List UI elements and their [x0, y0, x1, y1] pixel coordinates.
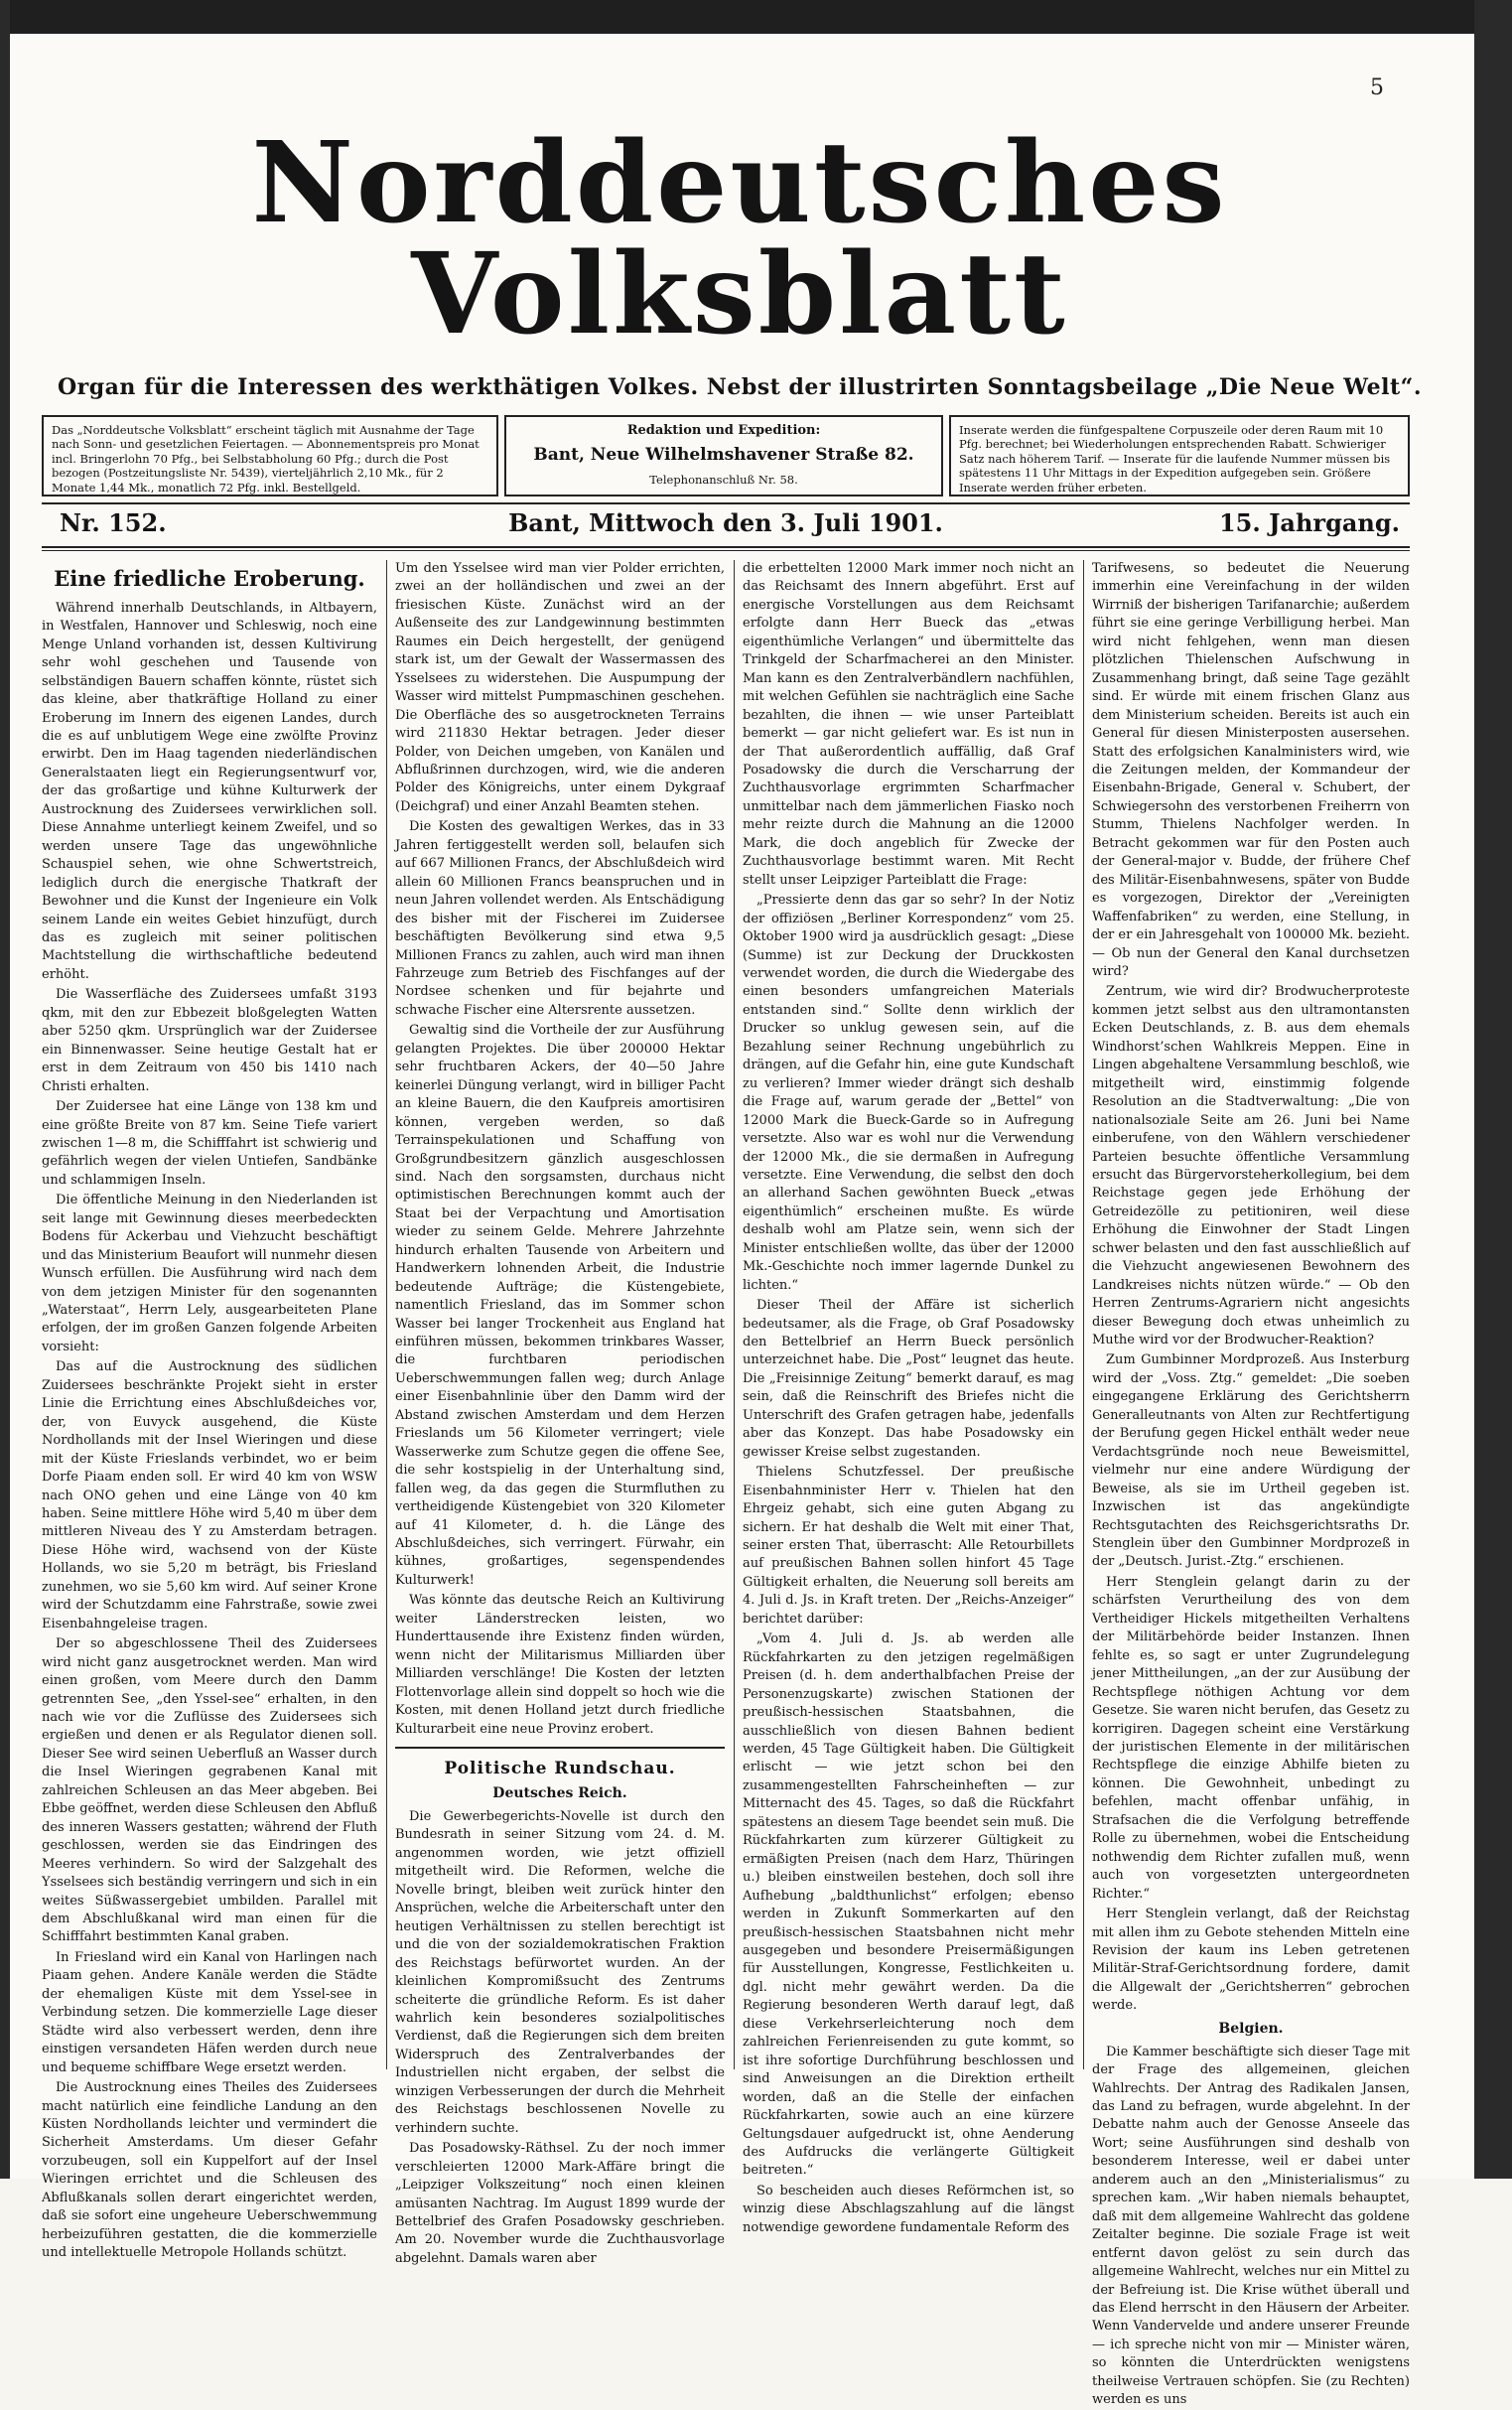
column-3 — [743, 560, 1074, 2235]
editorial-address: Bant, Neue Wilhelmshavener Straße 82. — [533, 445, 914, 466]
paragraph: Während innerhalb Deutschlands, in Altbayern, in Westfalen, Hannover und Schleswig, noch eine Menge Unland vorhanden ist, dessen Kultivirung sehr wohl geschehen und Tausende von selbständigen Bauern schaffen könnte, rüstet sich das kleine, aber thatkräftige Holland zu einer Eroberung im Innern des eigenen Landes, durch die es auf unblutigem Wege eine zwölfte Provinz erwirbt. Den im Haag tagenden niederländischen Generalstaaten liegt ein Regierungsentwurf vor, der das großartige und kühne Kulturwerk der Austrocknung des Zuidersees verwirklichen soll. Diese Annahme unterliegt keinem Zweifel, und so werden unsere Tage das ungewöhnliche Schauspiel sehen, wie ohne Schwertstreich, lediglich durch die energische Thatkraft der Bewohner und die Kunst der Ingenieure ein Volk seinem Lande ein weites Gebiet hinzufügt, durch das es zugleich mit seiner politischen Machtstellung die wirthschaftliche bedeutend erhöht. — [42, 600, 377, 982]
subtitle: Organ für die Interessen des werkthätigen Volkes. Nebst der illustrirten Sonntagsbeilage „Die Neue Welt“. — [58, 374, 1422, 400]
masthead: Norddeutsches Volksblatt — [251, 118, 1228, 359]
page-number: 5 — [1370, 75, 1384, 100]
paragraph: „Pressierte denn das gar so sehr? In der Notiz der offiziösen „Berliner Korrespondenz“ vom 25. Oktober 1900 wird ja ausdrücklich gesagt: „Diese (Summe) ist zur Deckung der Druckkosten verwendet worden, die durch die Wiedergabe des einen besonders umfangreichen Materials entstanden sind.“ Sollte denn wirklich der Drucker so unklug gewesen sein, auf die Bezahlung seiner Rechnung ungebührlich zu drängen, auf die Gefahr hin, eine gute Kundschaft zu verlieren? Immer wieder drängt sich deshalb die Frage auf, warum gerade der „Bettel“ von 12000 Mark die Bueck-Garde so in Aufregung versetzte. Also war es wohl nur die Verwendung der 12000 Mk., die sie dermaßen in Aufregung versetzte. Eine Verwendung, die selbst den doch an allerhand Sachen gewöhnten Bueck „etwas eigenthümlich“ erscheinen mußte. Es würde deshalb wohl am Platze sein, wenn sich der Minister entschließen wollte, das über der 12000 Mk.-Geschichte noch immer lagernde Dunkel zu lichten.“ — [743, 893, 1074, 1293]
rule-bottom — [42, 546, 1410, 548]
paragraph: Das auf die Austrocknung des südlichen Zuidersees beschränkte Projekt sieht in erster Linie die Errichtung eines Abschlußdeiches vor, der, von Euvyck ausgehend, die Küste Nordhollands mit der Insel Wieringen und diese mit der Küste Frieslands verbindet, wo er beim Dorfe Piaam enden soll. Er wird 40 km von WSW nach ONO gehen und eine Länge von 40 km haben. Seine mittlere Höhe wird 5,40 m über dem mittleren Niveau des Y zu Amsterdam betragen. Diese Höhe wird, wachsend von der Küste Hollands, wo sie 5,20 m beträgt, bis Friesland zunehmen, wo sie 5,60 km wird. Auf seiner Krone wird der Schutzdamm eine Fahrstraße, sowie zwei Eisenbahngeleise tragen. — [42, 1359, 377, 1631]
subsection-title: Belgien. — [1218, 2020, 1284, 2037]
issue-volume: 15. Jahrgang. — [1218, 508, 1400, 537]
column-4 — [1092, 560, 1410, 2408]
editorial-telephone: Telephonanschluß Nr. 58. — [649, 472, 798, 487]
scan-edge-top — [0, 0, 1512, 34]
paragraph: „Vom 4. Juli d. Js. ab werden alle Rückfahrkarten zu den jetzigen regelmäßigen Preisen (d. h. dem anderthalbfachen Preise der Personenzugskarte) zwischen Stationen der preußisch-hessischen Staatsbahnen, die ausschließlich von diesen Bahnen bedient werden, 45 Tage Gültigkeit haben. Die Gültigkeit erlischt — wie jetzt schon bei den zusammengestellten Fahrscheinheften — zur Mitternacht des 45. Tages, so daß die Rückfahrt spätestens an diesem Tage beendet sein muß. Die Rückfahrkarten zum kürzerer Gültigkeit zu ermäßigten Preisen (nach dem Harz, Thüringen u.) bleiben einstweilen bestehen, doch soll ihre Aufhebung „baldthunlichst“ erfolgen; ebenso werden in Zukunft Sommerkarten auf den preußisch-hessischen Staatsbahnen nicht mehr ausgegeben und besondere Preisermäßigungen für Ausstellungen, Kongresse, Festlichkeiten u. dgl. nicht mehr gewährt werden. Da die Regierung besonderen Werth darauf legt, daß diese Verkehrserleichterung noch dem zahlreichen Ferienreisenden zu gute kommt, so ist ihre sofortige Durchführung beschlossen und sind Anweisungen an die Direktion ertheilt worden, daß an die Stelle der einfachen Rückfahrkarten, sowie auch an eine kürzere Geltungsdauer aufgedruckt ist, ohne Aenderung des Aufdrucks die verlängerte Gültigkeit beitreten.“ — [743, 1631, 1074, 2179]
paragraph: Die Kosten des gewaltigen Werkes, das in 33 Jahren fertiggestellt werden soll, belaufen sich auf 667 Millionen Francs, der Abschlußdeich wird allein 60 Millionen Francs beanspruchen und in neun Jahren vollendet werden. Als Entschädigung des bisher mit der Fischerei im Zuidersee beschäftigten Bevölkerung sind etwa 9,5 Millionen Francs zu zahlen, auch wird man ihnen Fahrzeuge zum Betrieb des Fischfanges auf der Nordsee schenken und für bejahrte und schwache Fischer eine Altersrente aussetzen. — [395, 819, 725, 1018]
column-1 — [42, 560, 377, 2261]
paragraph: Herr Stenglein verlangt, daß der Reichstag mit allen ihm zu Gebote stehenden Mitteln eine Revision der kaum ins Leben getretenen Militär-Straf-Gerichtsordnung fordere, damit die Allgewalt der „Gerichtsherren“ gebrochen werde. — [1092, 1907, 1410, 2014]
paragraph: Tarifwesens, so bedeutet die Neuerung immerhin eine Vereinfachung in der wilden Wirrniß der bisherigen Tarifanarchie; außerdem führt sie eine geringe Verbilligung herbei. Man wird nicht fehlgehen, wenn man diesen plötzlichen Thielenschen Aufschwung in Zusammenhang bringt, daß seine Tage gezählt sind. Er würde mit einem frischen Glanz aus dem Ministerium scheiden. Bereits ist auch ein General für diesen Ministerposten ausersehen. Statt des erfolgsichen Kanalministers wird, wie die Zeitungen melden, der Kommandeur der Eisenbahn-Brigade, General v. Schubert, der Schwiegersohn des verstorbenen Freiherrn von Stumm, Thielens Nachfolger werden. In Betracht gekommen war für den Posten auch der General-major v. Budde, der frühere Chef des Militär-Eisenbahnwesens, später von Budde es vorgezogen, Direktor der „Vereinigten Waffenfabriken“ zu werden, eine Stellung, in der er ein Jahresgehalt von 100000 Mk. bezieht. — Ob nun der General den Kanal durchsetzen wird? — [1092, 561, 1410, 979]
article-title: Eine friedliche Eroberung. — [54, 566, 365, 591]
newspaper-sheet — [10, 34, 1474, 2408]
paragraph: So bescheiden auch dieses Reförmchen ist, so winzig diese Abschlagszahlung auf die längst notwendige gewordene fundamentale Reform des — [743, 2183, 1074, 2235]
paragraph: Was könnte das deutsche Reich an Kultivirung weiter Länderstrecken leisten, wo Hunderttausende ihre Existenz finden würden, wenn nicht der Militarismus Milliarden über Milliarden verschlänge! Die Kosten der letzten Flottenvorlage allein sind doppelt so hoch wie die Kosten, mit denen Holland jetzt durch friedliche Kulturarbeit eine neue Provinz erobert. — [395, 1593, 725, 1737]
paragraph: Um den Ysselsee wird man vier Polder errichten, zwei an der holländischen und zwei an der friesischen Küste. Zunächst wird an der Außenseite des zur Landgewinnung bestimmten Raumes ein Deich hergestellt, der genügend stark ist, um der Gewalt der Wassermassen des Ysselsees zu widerstehen. Die Auspumpung der Wasser wird mittelst Pumpmaschinen geschehen. Die Oberfläche des so ausgetrockneten Terrains wird 211830 Hektar betragen. Jeder dieser Polder, von Deichen umgeben, von Kanälen und Abflußrinnen durchzogen, wird, wie die anderen Polder des Königreichs, unter einem Dykgraaf (Deichgraf) und einer Anzahl Beamten stehen. — [395, 561, 725, 814]
paragraph: Der Zuidersee hat eine Länge von 138 km und eine größte Breite von 87 km. Seine Tiefe variert zwischen 1—8 m, die Schifffahrt ist schwierig und gefährlich wegen der vielen Untiefen, Sandbänke und schlammigen Inseln. — [42, 1099, 377, 1188]
paragraph: Zentrum, wie wird dir? Brodwucherproteste kommen jetzt selbst aus den ultramontansten Ecken Deutschlands, z. B. aus dem ehemals Windhorst’schen Wahlkreis Meppen. Eine in Lingen abgehaltene Versammlung beschloß, wie mitgetheilt wird, einstimmig folgende Resolution an die Stadtverwaltung: „Die von nationalsoziale Seite am 26. Juni bei Name einberufene, von den Wählern verschiedener Parteien besuchte öffentliche Versammlung ersucht das Bürgervorsteherkollegium, bei dem Reichstage gegen jede Erhöhung der Getreidezölle zu petitioniren, weil diese Erhöhung die Einwohner der Stadt Lingen schwer belasten und den fast ausschließlich auf die Viehzucht angewiesenen Bewohnern des Landkreises nichts nützen würde.“ — Ob den Herren Zentrums-Agrariern nicht angesichts dieser Bewegung doch etwas unheimlich zu Muthe wird vor der Brodwucher-Reaktion? — [1092, 984, 1410, 1348]
paragraph: Zum Gumbinner Mordprozeß. Aus Insterburg wird der „Voss. Ztg.“ gemeldet: „Die soeben eingegangene Erklärung des Gerichtsherrn Generalleutnants von Alten zur Rechtfertigung der Berufung gegen Hickel enthält weder neue Verdachtsgründe noch neue Beweismittel, vielmehr nur eine andere Würdigung der Beweise, als sie im Urtheil gegeben ist. Inzwischen ist das angekündigte Rechtsgutachten des Reichsgerichtsraths Dr. Stenglein über den Gumbinner Mordprozeß in der „Deutsch. Jurist.-Ztg.“ erschienen. — [1092, 1352, 1410, 1570]
subsection-title: Deutsches Reich. — [492, 1785, 627, 1802]
paragraph: Dieser Theil der Affäre ist sicherlich bedeutsamer, als die Frage, ob Graf Posadowsky den Bettelbrief an Herrn Bueck persönlich unterzeichnet habe. Die „Post“ leugnet das heute. Die „Freisinnige Zeitung“ bemerkt darauf, es mag sein, daß die Reinschrift des Briefes nicht die Unterschrift des Grafen getragen habe, jedenfalls aber das Konzept. Das habe Posadowsky ein gewisser Kreise selbst zugestanden. — [743, 1298, 1074, 1460]
paragraph: Die Austrocknung eines Theiles des Zuidersees macht natürlich eine feindliche Landung an den Küsten Nordhollands leichter und vermindert die Sicherheit Amsterdams. Um dieser Gefahr vorzubeugen, soll ein Kuppelfort auf der Insel Wieringen errichtet und die Schleusen des Abflußkanals sollen derart eingerichtet werden, daß sie sofort eine ungeheure Ueberschwemmung herbeizuführen gestatten, die die kommerzielle und intellektuelle Metropole Hollands schützt. — [42, 2080, 377, 2261]
dateline — [42, 504, 1410, 544]
issue-number: Nr. 152. — [60, 508, 167, 537]
paragraph: Der so abgeschlossene Theil des Zuidersees wird nicht ganz ausgetrocknet werden. Man wird einen großen, vom Meere durch den Damm getrennten See, „den Yssel-see“ erhalten, in den nach wie vor die Zuflüsse des Zuidersees sich ergießen und denen er als Regulator dienen soll. Dieser See wird seinen Ueberfluß an Wasser durch die Insel Wieringen gegrabenen Kanal mit zahlreichen Schleusen an das Meer abgeben. Bei Ebbe geöffnet, werden diese Schleusen den Abfluß des inneren Wassers gestatten; während der Fluth geschlossen, werden sie das Eindringen des Meeres verhindern. So wird der Salzgehalt des Ysselsees sich beständig verringern und sich in ein weites Süßwassergebiet umbilden. Parallel mit dem Abschlußkanal wird man einen für die Schifffahrt bestimmten Kanal graben. — [42, 1636, 377, 1945]
advertising-info: Inserate werden die fünfgespaltene Corpuszeile oder deren Raum mit 10 Pfg. berechnet; bei Wiederholungen entsprechenden Rabatt. Schwieriger Satz nach höherem Tarif. — Inserate für die laufende Nummer müssen bis spätestens 11 Uhr Mittags in der Expedition aufgegeben sein. Größere Inserate werden früher erbeten. — [949, 415, 1410, 496]
paragraph: Das Posadowsky-Räthsel. Zu der noch immer verschleierten 12000 Mark-Affäre bringt die „Leipziger Volkszeitung“ noch einen kleinen amüsanten Nachtrag. Im August 1899 wurde der Bettelbrief des Grafen Posadowsky geschrieben. Am 20. November wurde die Zuchthausvorlage abgelehnt. Damals waren aber — [395, 2141, 725, 2266]
paragraph: Herr Stenglein gelangt darin zu der schärfsten Verurtheilung des von dem Vertheidiger Hickels mitgetheilten Verhaltens der Militärbehörde beider Instanzen. Ihnen fehlte es, so sagt er unter Zugrundelegung jener Mittheilungen, „an der zur Ausübung der Rechtspflege nöthigen Achtung vor dem Gesetze. Sie waren nicht berufen, das Gesetz zu korrigiren. Dagegen scheint eine Verstärkung der juristischen Elemente in der militärischen Rechtspflege die einzige Abhilfe bieten zu können. Die Gewohnheit, unbedingt zu befehlen, macht offenbar unfähig, in Strafsachen die die Verfolgung betreffende Rolle zu übernehmen, wobei die Entscheidung nothwendig dem Richter zufallen muß, wenn auch von vorgesetzten untergeordneten Richter.“ — [1092, 1574, 1410, 1902]
column-separator — [386, 560, 387, 2069]
editorial-heading: Redaktion und Expedition: — [626, 423, 821, 438]
column-2 — [395, 560, 725, 2266]
paragraph: die erbettelten 12000 Mark immer noch nicht an das Reichsamt des Innern abgeführt. Erst auf energische Vorstellungen aus dem Reichsamt erfolgte dann Herr Bueck das „etwas eigenthümliche Verlangen“ und übermittelte das Trinkgeld der Scharfmacherei an den Minister. Man kann es den Zentralverbändlern nachfühlen, mit welchen Gefühlen sie nachträglich eine Sache bezahlten, die ihnen — wie unser Parteiblatt bemerkt — gar nicht geliefert war. Es ist nun in der That außerordentlich auffällig, daß Graf Posadowsky die durch die Verscharrung der Zuchthausvorlage ergrimmten Scharfmacher unmittelbar nach dem jämmerlichen Fiasko noch mehr reizte durch die Mahnung an die 12000 Mark, die doch angeblich für Zwecke der Zuchthausvorlage bestimmt waren. Mit Recht stellt unser Leipziger Parteiblatt die Frage: — [743, 561, 1074, 888]
paragraph: Die Kammer beschäftigte sich dieser Tage mit der Frage des allgemeinen, gleichen Wahlrechts. Der Antrag des Radikalen Jansen, das Land zu befragen, wurde abgelehnt. In der Debatte nahm auch der Genosse Anseele das Wort; seine Ausführungen sind deshalb von besonderem Interesse, weil er dabei unter anderem auch an den „Ministerialismus“ zu sprechen kam. „Wir haben niemals behauptet, daß mit dem allgemeine Wahlrecht das goldene Zeitalter beginne. Die soziale Frage ist weit entfernt davon gelöst zu sein durch das allgemeine Wahlrecht, welches nur ein Mittel zu der Befreiung ist. Die Krise wüthet überall und das Elend herrscht in den Häusern der Arbeiter. Wenn Vandervelde und andere unserer Freunde — ich spreche nicht von mir — Minister wären, so könnten die Unterdrückten wenigstens theilweise Vertrauen schöpfen. Sie (zu Rechten) werden es uns — [1092, 2044, 1410, 2408]
column-separator — [1083, 560, 1084, 2069]
subscription-info: Das „Norddeutsche Volksblatt“ erscheint täglich mit Ausnahme der Tage nach Sonn- und gesetzlichen Feiertagen. — Abonnementspreis pro Monat incl. Bringerlohn 70 Pfg., bei Selbstabholung 60 Pfg.; durch die Post bezogen (Postzeitungsliste Nr. 5439), vierteljährlich 2,10 Mk., für 2 Monate 1,44 Mk., monatlich 72 Pfg. inkl. Bestellgeld. — [42, 415, 498, 496]
paragraph: Die Gewerbegerichts-Novelle ist durch den Bundesrath in seiner Sitzung vom 24. d. M. angenommen worden, wie jetzt offiziell mitgetheilt wird. Die Reformen, welche die Novelle bringt, bleiben weit zurück hinter den Ansprüchen, welche die Arbeiterschaft unter den heutigen Verhältnissen zu stellen berechtigt ist und die von der sozialdemokratischen Fraktion des Reichstags befürwortet wurden. An der kleinlichen Kompromißsucht des Zentrums scheiterte die gründliche Reform. Es ist daher wahrlich kein besonderes sozialpolitisches Verdienst, daß die Regierungen sich dem breiten Widerspruch des Zentralverbandes der Industriellen nicht ergaben, der selbst die winzigen Verbesserungen der durch die Mehrheit des Reichstags beschlossenen Novelle zu verhindern suchte. — [395, 1809, 725, 2136]
scan-edge-right — [1474, 0, 1512, 2179]
scan-edge-left — [0, 0, 10, 2179]
rule-bottom-thin — [42, 550, 1410, 551]
issue-date: Bant, Mittwoch den 3. Juli 1901. — [508, 508, 943, 537]
paragraph: Die öffentliche Meinung in den Niederlanden ist seit lange mit Gewinnung dieses meerbedeckten Bodens für Ackerbau und Viehzucht beschäftigt und das Ministerium Beaufort will nunmehr diesen Wunsch erfüllen. Die Ausführung wird nach dem von dem jetzigen Minister für den sogenannten „Waterstaat“, Herrn Lely, ausgearbeiteten Plane erfolgen, der im großen Ganzen folgende Arbeiten vorsieht: — [42, 1193, 377, 1354]
section-title: Politische Rundschau. — [444, 1759, 676, 1778]
paragraph: In Friesland wird ein Kanal von Harlingen nach Piaam gehen. Andere Kanäle werden die Städte der ehemaligen Küste mit dem Yssel-see in Verbindung setzen. Die kommerzielle Lage dieser Städte wird also verbessert werden, denn ihre einstigen versandeten Häfen werden durch neue und bequeme schiffbare Wege ersetzt werden. — [42, 1949, 377, 2075]
paragraph: Thielens Schutzfessel. Der preußische Eisenbahnminister Herr v. Thielen hat den Ehrgeiz gehabt, sich eine guten Abgang zu sichern. Er hat deshalb die Welt mit einer That, seiner ersten That, überrascht: Alle Retourbillets auf preußischen Bahnen sollen hinfort 45 Tage Gültigkeit erhalten, die Neuerung soll bereits am 4. Juli d. Js. in Kraft treten. Der „Reichs-Anzeiger“ berichtet darüber: — [743, 1465, 1074, 1627]
paragraph: Gewaltig sind die Vortheile der zur Ausführung gelangten Projektes. Die über 200000 Hektar sehr fruchtbaren Ackers, der 40—50 Jahre keinerlei Düngung verlangt, wird in billiger Pacht an kleine Bauern, die den Kaufpreis amortisiren können, vergeben werden, so daß Terrainspekulationen und Schaffung von Großgrundbesitzern gänzlich ausgeschlossen sind. Nach den sorgsamsten, durchaus nicht optimistischen Berechnungen kommt auch der Staat bei der Verpachtung und Amortisation wieder zu seinem Gelde. Mehrere Jahrzehnte hindurch erhalten Tausende von Arbeitern und Handwerkern lohnenden Arbeit, die Industrie bedeutende Aufträge; die Küstengebiete, namentlich Friesland, das im Sommer schon Wasser bei langer Trockenheit aus England hat einführen müssen, bekommen trinkbares Wasser, die furchtbaren periodischen Ueberschwemmungen fallen weg; durch Anlage einer Eisenbahnlinie über den Damm wird der Abstand zwischen Amsterdam und dem Herzen Frieslands um 56 Kilometer verringert; viele Wasserwerke zum Schutze gegen die offene See, die sehr kostspielig in der Unterhaltung sind, fallen weg, da das gegen die Sturmfluthen zu vertheidigende Küstengebiet von 320 Kilometer auf 41 Kilometer, d. h. die Länge des Abschlußdeiches, sich verringert. Fürwahr, ein kühnes, großartiges, segenspendendes Kulturwerk! — [395, 1023, 725, 1588]
column-separator — [734, 560, 735, 2069]
section-divider — [395, 1747, 725, 1749]
editorial-office-info — [504, 415, 943, 496]
paragraph: Die Wasserfläche des Zuidersees umfaßt 3193 qkm, mit den zur Ebbezeit bloßgelegten Watten aber 5250 qkm. Ursprünglich war der Zuidersee ein Binnenwasser. Seine heutige Gestalt hat er erst in dem Zeitraum von 450 bis 1410 nach Christi erhalten. — [42, 987, 377, 1094]
